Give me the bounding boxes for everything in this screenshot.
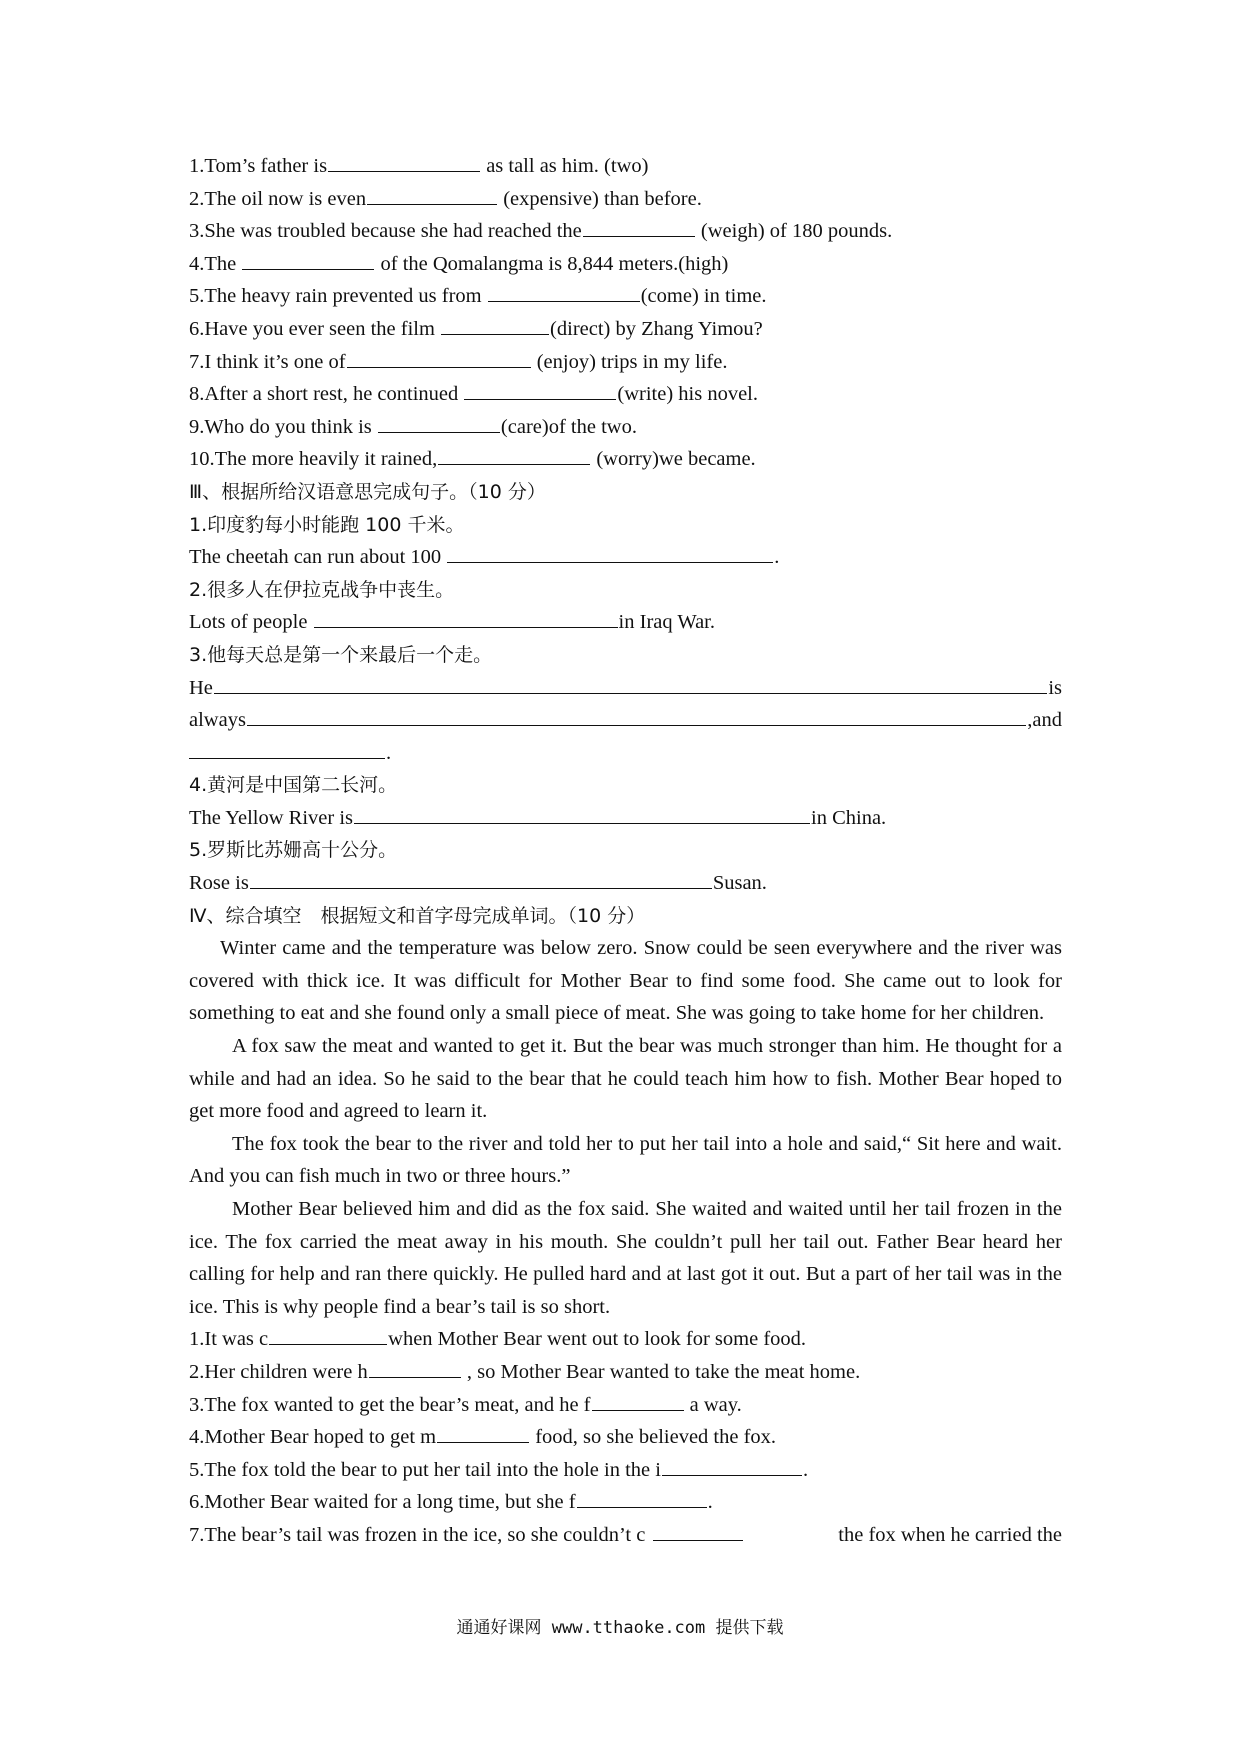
s4-item-1-after: when Mother Bear went out to look for some food. [388, 1328, 807, 1351]
s3-q3-line1-end: is [1048, 676, 1062, 699]
s3-q2-blank[interactable] [314, 607, 618, 628]
s2-item-1-before: 1.Tom’s father is [189, 155, 328, 177]
s2-item-9-blank[interactable] [378, 412, 500, 433]
s2-item-1-blank[interactable] [328, 151, 480, 172]
s3-q3-line1 [189, 672, 1062, 705]
s4-item-2-after: , so Mother Bear wanted to take the meat home. [461, 1360, 861, 1383]
s3-q5-before: Rose is [189, 872, 249, 895]
s2-item-2-before: 2.The oil now is even [189, 187, 367, 210]
s2-item-8-after: (write) his novel. [617, 383, 759, 406]
s4-item-6 [189, 1486, 1062, 1519]
s2-item-4-blank[interactable] [242, 249, 374, 270]
s2-item-4 [189, 248, 1062, 281]
s2-item-10-blank[interactable] [438, 444, 590, 465]
s4-item-2-before: 2.Her children were h [189, 1360, 368, 1383]
s3-q3-blank-1[interactable] [214, 673, 1047, 694]
s3-q5-after: Susan. [712, 872, 767, 895]
s2-item-4-before: 4.The [189, 252, 242, 275]
s4-item-1-before: 1.It was c [189, 1328, 269, 1351]
s3-q1-english [189, 541, 1062, 574]
s2-item-6-before: 6.Have you ever seen the film [189, 317, 441, 340]
s2-item-2 [189, 183, 1062, 216]
s2-item-7-before: 7.I think it’s one of [189, 350, 346, 373]
s4-item-2-blank[interactable] [369, 1357, 461, 1378]
s2-item-7 [189, 346, 1062, 379]
s2-item-3-after: (weigh) of 180 pounds. [695, 220, 893, 243]
s3-q1-after: . [774, 546, 780, 569]
s3-q5-english [189, 867, 1062, 900]
s2-item-7-after: (enjoy) trips in my life. [531, 350, 728, 373]
s3-q5-chinese: 5.罗斯比苏姗高十公分。 [189, 839, 398, 862]
s2-item-6 [189, 313, 1062, 346]
s3-q4-chinese: 4.黄河是中国第二长河。 [189, 774, 398, 797]
s2-item-9-after: (care)of the two. [500, 415, 637, 438]
s4-item-3-after: a way. [684, 1393, 742, 1416]
s2-item-2-after: (expensive) than before. [498, 187, 702, 210]
s4-item-6-blank[interactable] [577, 1487, 707, 1508]
s4-item-7-before: 7.The bear’s tail was frozen in the ice, so she couldn’t c [189, 1523, 646, 1546]
page-footer: 通通好课网 www.tthaoke.com 提供下载 [456, 1618, 784, 1638]
s4-item-3 [189, 1389, 1062, 1422]
s3-q1-chinese: 1.印度豹每小时能跑 100 千米。 [189, 513, 465, 536]
s4-item-3-blank[interactable] [592, 1390, 684, 1411]
s3-q2-before: Lots of people [189, 611, 313, 634]
s2-item-5-after: (come) in time. [640, 285, 767, 308]
s3-q1-blank[interactable] [447, 542, 773, 563]
s4-item-4-blank[interactable] [437, 1422, 529, 1443]
s2-item-4-after: of the Qomalangma is 8,844 meters.(high) [375, 252, 729, 275]
s3-q2-chinese: 2.很多人在伊拉克战争中丧生。 [189, 578, 455, 601]
s4-item-7-after: the fox when he carried the [838, 1523, 1062, 1546]
s3-q3-line3 [189, 737, 1062, 770]
s2-item-5-blank[interactable] [488, 281, 640, 302]
s4-item-5 [189, 1454, 1062, 1487]
s3-q4-blank[interactable] [354, 803, 810, 824]
s4-item-7 [189, 1519, 1062, 1552]
s2-item-6-after: (direct) by Zhang Yimou? [550, 317, 763, 340]
worksheet-page [189, 150, 1062, 1552]
s4-item-5-before: 5.The fox told the bear to put her tail into the hole in the i [189, 1458, 661, 1481]
s4-item-1-blank[interactable] [269, 1324, 387, 1345]
s4-item-5-blank[interactable] [662, 1455, 802, 1476]
passage-paragraph-2: A fox saw the meat and wanted to get it. But the bear was much stronger than him. He thought for a while and had an idea. So he said to the bear that he could teach him how to fish. Mother Bear hoped to get more food and agreed to learn it. [189, 1035, 1062, 1123]
passage-paragraph-1: Winter came and the temperature was below zero. Snow could be seen everywhere and the river was covered with thick ice. It was difficult for Mother Bear to find some food. She came out to look for something to eat and she found only a small piece of meat. She was going to take home for her children. [189, 937, 1062, 1025]
s2-item-2-blank[interactable] [367, 184, 497, 205]
s3-q4-before: The Yellow River is [189, 806, 353, 829]
s2-item-9 [189, 411, 1062, 444]
s2-item-6-blank[interactable] [441, 314, 549, 335]
s3-q5-blank[interactable] [250, 868, 712, 889]
s3-q2-english [189, 606, 1062, 639]
s3-q3-line3-end: . [386, 741, 392, 764]
s3-q3-blank-2[interactable] [247, 705, 1026, 726]
s2-item-10-after: (worry)we became. [591, 448, 756, 471]
s4-item-6-before: 6.Mother Bear waited for a long time, but she f [189, 1491, 576, 1514]
section4-heading: Ⅳ、综合填空 根据短文和首字母完成单词。（10 分） [189, 904, 646, 927]
s3-q2-after: in Iraq War. [618, 611, 716, 634]
s3-q3-line2-end: ,and [1027, 709, 1062, 732]
s2-item-8-before: 8.After a short rest, he continued [189, 383, 464, 406]
s3-q3-always: always [189, 709, 246, 732]
passage-paragraph-3: The fox took the bear to the river and told her to put her tail into a hole and said,“ Sit here and wait. And you can fish much in two or three hours.” [189, 1132, 1062, 1188]
s4-item-1 [189, 1323, 1062, 1356]
passage-paragraph-4: Mother Bear believed him and did as the fox said. She waited and waited until her tail frozen in the ice. The fox carried the meat away in his mouth. She couldn’t pull her tail out. Father Bear heard her calling for help and ran there quickly. He pulled hard and at last got it out. But a part of her tail was in the ice. This is why people find a bear’s tail is so short. [189, 1198, 1062, 1318]
s2-item-10 [189, 443, 1062, 476]
s2-item-5 [189, 280, 1062, 313]
s2-item-8-blank[interactable] [464, 379, 616, 400]
s3-q1-before: The cheetah can run about 100 [189, 546, 447, 569]
s4-item-2 [189, 1356, 1062, 1389]
s2-item-1 [189, 150, 1062, 183]
s3-q4-english [189, 802, 1062, 835]
s2-item-9-before: 9.Who do you think is [189, 415, 377, 438]
s2-item-7-blank[interactable] [347, 347, 531, 368]
s2-item-3-before: 3.She was troubled because she had reached the [189, 220, 582, 243]
s3-q3-chinese: 3.他每天总是第一个来最后一个走。 [189, 643, 493, 666]
s2-item-8 [189, 378, 1062, 411]
section3-heading: Ⅲ、根据所给汉语意思完成句子。（10 分） [189, 480, 546, 503]
s4-item-4 [189, 1421, 1062, 1454]
s4-item-5-after: . [802, 1458, 809, 1481]
s4-item-6-after: . [707, 1491, 713, 1514]
cloze-questions [189, 1323, 1062, 1519]
s3-q3-start: He [189, 676, 213, 699]
s2-item-3-blank[interactable] [583, 216, 695, 237]
s4-item-7-blank[interactable] [653, 1520, 743, 1541]
s2-item-10-before: 10.The more heavily it rained, [189, 448, 438, 471]
s4-item-4-after: food, so she believed the fox. [530, 1426, 777, 1449]
s4-item-3-before: 3.The fox wanted to get the bear’s meat, and he f [189, 1393, 591, 1416]
s3-q3-line2 [189, 704, 1062, 737]
s2-item-1-after: as tall as him. (two) [481, 155, 649, 177]
s3-q4-after: in China. [811, 806, 887, 829]
s2-item-5-before: 5.The heavy rain prevented us from [189, 285, 487, 308]
s4-item-4-before: 4.Mother Bear hoped to get m [189, 1426, 437, 1449]
word-form-questions [189, 150, 1062, 476]
s2-item-3 [189, 215, 1062, 248]
s3-q3-blank-3[interactable] [189, 738, 385, 759]
